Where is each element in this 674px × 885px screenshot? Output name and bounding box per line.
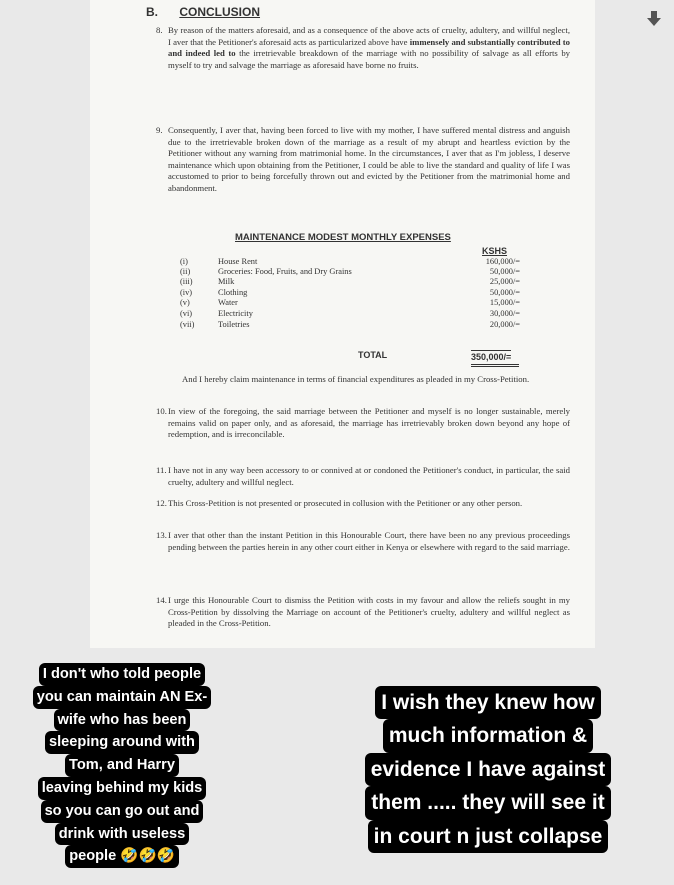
expense-amount: 50,000/=: [489, 288, 520, 297]
expense-label: Water: [218, 298, 238, 307]
paragraph-11: [156, 465, 570, 488]
paragraph-14: [156, 595, 570, 630]
paragraph-text: the irretrievable breakdown of the marriage with no possibility of salvage as all efforts by myself to try and salvage the marriage as aforesaid have borne no fruits.: [168, 48, 571, 70]
download-arrow-icon[interactable]: [645, 10, 663, 28]
paragraph-9: [156, 125, 570, 195]
paragraph-text: I have not in any way been accessory to or connived at or condoned the Petitioner's conduct, in particular, the said cruelty, adultery and willful neglect.: [168, 465, 570, 487]
paragraph-number: 8.: [156, 25, 163, 35]
section-heading: [146, 5, 260, 19]
paragraph-text: By reason of the matters aforesaid, and as a consequence of the above acts of cruelty, adultery, and willful neglect, I aver that the Petitioner's aforesaid acts as particularized above have: [168, 25, 570, 47]
paragraph-number: 11.: [156, 465, 167, 475]
caption-line: much information &: [383, 719, 593, 752]
paragraph-number: 13.: [156, 530, 167, 540]
expense-index: (i): [180, 257, 188, 266]
expense-label: Groceries: Food, Fruits, and Dry Grains: [218, 267, 352, 276]
paragraph-text: Consequently, I aver that, having been forced to live with my mother, I have suffered mental distress and anguish due to the irretrievable broken down of the marriage as a result of my abrupt and heartless eviction by the Petitioner without any warning from matrimonial home. In the circumstances, I aver that as I'm jobless, I deserve maintenance which upon obtaining from the Petitioner, I could be able to live the standard and quality of life I was accustomed to prior to being forcefully thrown out and evicted by the Petitioner from the matrimonial home and abandonment.: [168, 125, 570, 193]
expense-amount: 50,000/=: [489, 267, 520, 276]
paragraph-text: I urge this Honourable Court to dismiss the Petition with costs in my favour and allow the reliefs sought in my Cross-Petition by dissolving the Marriage on account of the Petitioner's cruelty, adultery and willful neglect as pleaded in the Cross-Petition.: [168, 595, 570, 629]
expense-amount: 20,000/=: [489, 320, 520, 329]
caption-line: Tom, and Harry: [65, 754, 179, 777]
total-double-rule: [471, 364, 519, 367]
claim-paragraph: [182, 374, 570, 386]
currency-header: KSHS: [482, 246, 508, 256]
paragraph-text: In view of the foregoing, the said marriage between the Petitioner and myself is no longer sustainable, merely remains valid on paper only, and as aforesaid, the marriage has irretrievably broken down beyond any hope of redemption, and is irreconcilable.: [168, 406, 570, 440]
expense-index: (v): [180, 298, 190, 307]
paragraph-8: [156, 25, 571, 71]
paragraph-text: And I hereby claim maintenance in terms of financial expenditures as pleaded in my Cross-Petition.: [182, 374, 530, 384]
expense-label: Clothing: [218, 288, 248, 297]
expense-index: (iii): [180, 277, 193, 286]
paragraph-bold-text: immensely and substantially contributed to and indeed led to: [168, 36, 570, 59]
caption-line: I don't who told people: [39, 663, 205, 686]
paragraph-number: 10.: [156, 406, 167, 416]
paragraph-13: [156, 530, 570, 553]
expense-index: (iv): [180, 288, 193, 297]
total-amount: 350,000/=: [471, 352, 512, 362]
caption-line: wife who has been: [54, 709, 191, 732]
expense-index: (ii): [180, 267, 191, 276]
caption-line: people 🤣🤣🤣: [65, 845, 179, 868]
paragraph-12: [156, 498, 570, 510]
paragraph-text: This Cross-Petition is not presented or prosecuted in collusion with the Petitioner or any other person.: [168, 498, 523, 508]
caption-left: [14, 663, 230, 868]
caption-line: in court n just collapse: [368, 820, 609, 853]
expense-index: (vii): [180, 320, 195, 329]
caption-line: sleeping around with: [45, 731, 199, 754]
caption-line: you can maintain AN Ex-: [33, 686, 212, 709]
expense-label: House Rent: [218, 257, 258, 266]
paragraph-number: 12.: [156, 498, 167, 508]
expense-amount: 30,000/=: [489, 309, 520, 318]
caption-line: I wish they knew how: [375, 686, 601, 719]
expenses-table-title: MAINTENANCE MODEST MONTHLY EXPENSES: [235, 232, 451, 243]
total-label: TOTAL: [358, 350, 388, 360]
expense-amount: 15,000/=: [489, 298, 520, 307]
expense-label: Toiletries: [218, 320, 250, 329]
caption-line: so you can go out and: [41, 800, 204, 823]
expense-amount: 160,000/=: [485, 257, 520, 266]
paragraph-text: I aver that other than the instant Petition in this Honourable Court, there have been no any previous proceedings pending between the parties herein in any other court either in Kenya or elsewhere with regard to the said marriage.: [168, 530, 570, 552]
caption-right: [332, 686, 644, 853]
expense-label: Electricity: [218, 309, 253, 318]
expense-amount: 25,000/=: [489, 277, 520, 286]
caption-line: drink with useless: [55, 823, 190, 846]
caption-line: leaving behind my kids: [38, 777, 207, 800]
expense-label: Milk: [218, 277, 235, 286]
section-letter: B.: [146, 5, 158, 19]
section-title: CONCLUSION: [179, 5, 261, 19]
expense-index: (vi): [180, 309, 193, 318]
paragraph-number: 14.: [156, 595, 167, 605]
caption-line: them ..... they will see it: [365, 786, 610, 819]
paragraph-number: 9.: [156, 125, 163, 135]
document-page: [90, 0, 595, 648]
paragraph-10: [156, 406, 570, 441]
caption-line: evidence I have against: [365, 753, 612, 786]
